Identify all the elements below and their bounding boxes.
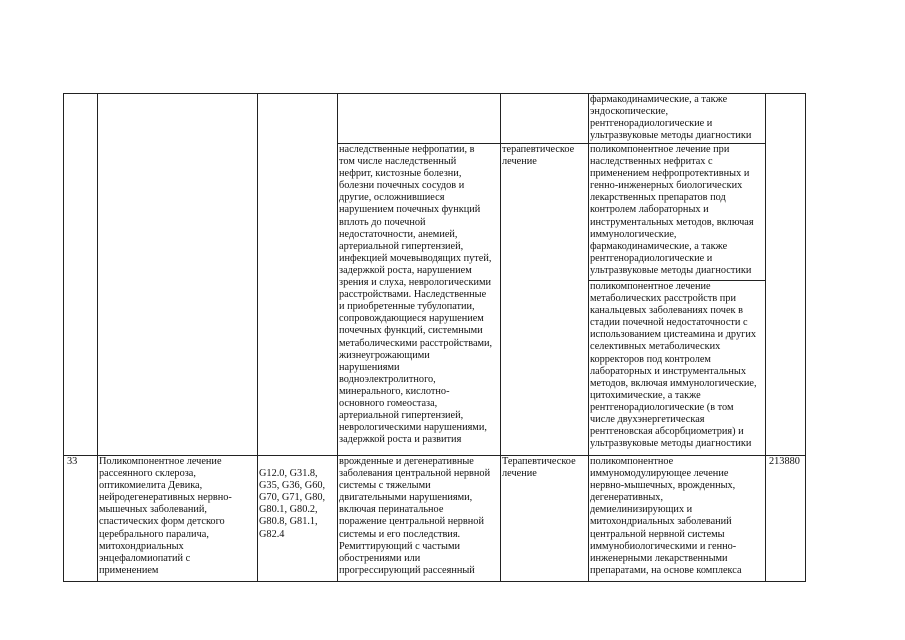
row-number-cell [64, 94, 98, 456]
patient-model-cell [338, 94, 501, 144]
table-row [64, 456, 806, 582]
medical-care-table [63, 93, 806, 582]
care-name-cell: Поликомпонентное лечение рассеянного склероза, оптикомиелита Девика, нейродегенеративных нервно- мышечных заболеваний, спастических форм детского церебрального паралича, митохондриальных энцефаломиопатий с применением [98, 456, 258, 582]
price-value: 213880 [769, 456, 800, 467]
patient-model-cell: врожденные и дегенеративные заболевания центральной нервной системы с тяжелыми двигательными нарушениями, включая перинатальное поражение центральной нервной системы и его последствия. Ремиттирующий с частыми обострениями или прогрессирующий рассеянный [338, 456, 501, 582]
treatment-method-cell: поликомпонентное лечение метаболических расстройств при канальцевых заболеваниях почек в стадии почечной недостаточности с использованием цистеамина и других селективных метаболических корректоров под контролем лабораторных и инструментальных методов, включая иммунологические, цитохимические, а также рентгенорадиологические (в том числе двухэнергетическая рентгеновская абсорбциометрия) и ультразвуковые методы диагностики [589, 281, 766, 456]
care-name-cell [98, 94, 258, 456]
treatment-type-cell [501, 94, 589, 144]
icd-codes-cell [258, 94, 338, 456]
table-row [64, 94, 806, 144]
treatment-method-cell: поликомпонентное лечение при наследственных нефритах с применением нефропротективных и генно-инженерных биологических лекарственных препаратов под контролем лабораторных и инструментальных методов, включая иммунологические, фармакодинамические, а также рентгенорадиологические и ультразвуковые методы диагностики [589, 144, 766, 281]
treatment-method-cell: поликомпонентное иммуномодулирующее лечение нервно-мышечных, врожденных, дегенеративных, демиелинизирующих и митохондриальных заболеваний центральной нервной системы иммунобиологическими и генно- инженерными лекарственными препаратами, на основе комплекса [589, 456, 766, 582]
icd-codes-cell: G12.0, G31.8, G35, G36, G60, G70, G71, G80, G80.1, G80.2, G80.8, G81.1, G82.4 [258, 456, 338, 582]
patient-model-cell: наследственные нефропатии, в том числе наследственный нефрит, кистозные болезни, болезни почечных сосудов и другие, осложнившиеся нарушением почечных функций вплоть до почечной недостаточности, анемией, артериальной гипертензией, инфекцией мочевыводящих путей, задержкой роста, нарушением зрения и слуха, неврологическими расстройствами. Наследственные и приобретенные тубулопатии, сопровождающиеся нарушением почечных функций, системными метаболическими расстройствами, жизнеугрожающими нарушениями водноэлектролитного, минерального, кислотно- основного гомеостаза, артериальной гипертензией, неврологическими нарушениями, задержкой роста и развития [338, 144, 501, 456]
treatment-type-cell: терапевтическое лечение [501, 144, 589, 456]
price-cell [766, 456, 806, 582]
row-number-cell [64, 456, 98, 582]
treatment-type-cell: Терапевтическое лечение [501, 456, 589, 582]
treatment-method-cell: фармакодинамические, а также эндоскопические, рентгенорадиологические и ультразвуковые методы диагностики [589, 94, 766, 144]
row-number: 33 [67, 456, 78, 467]
price-cell [766, 94, 806, 456]
